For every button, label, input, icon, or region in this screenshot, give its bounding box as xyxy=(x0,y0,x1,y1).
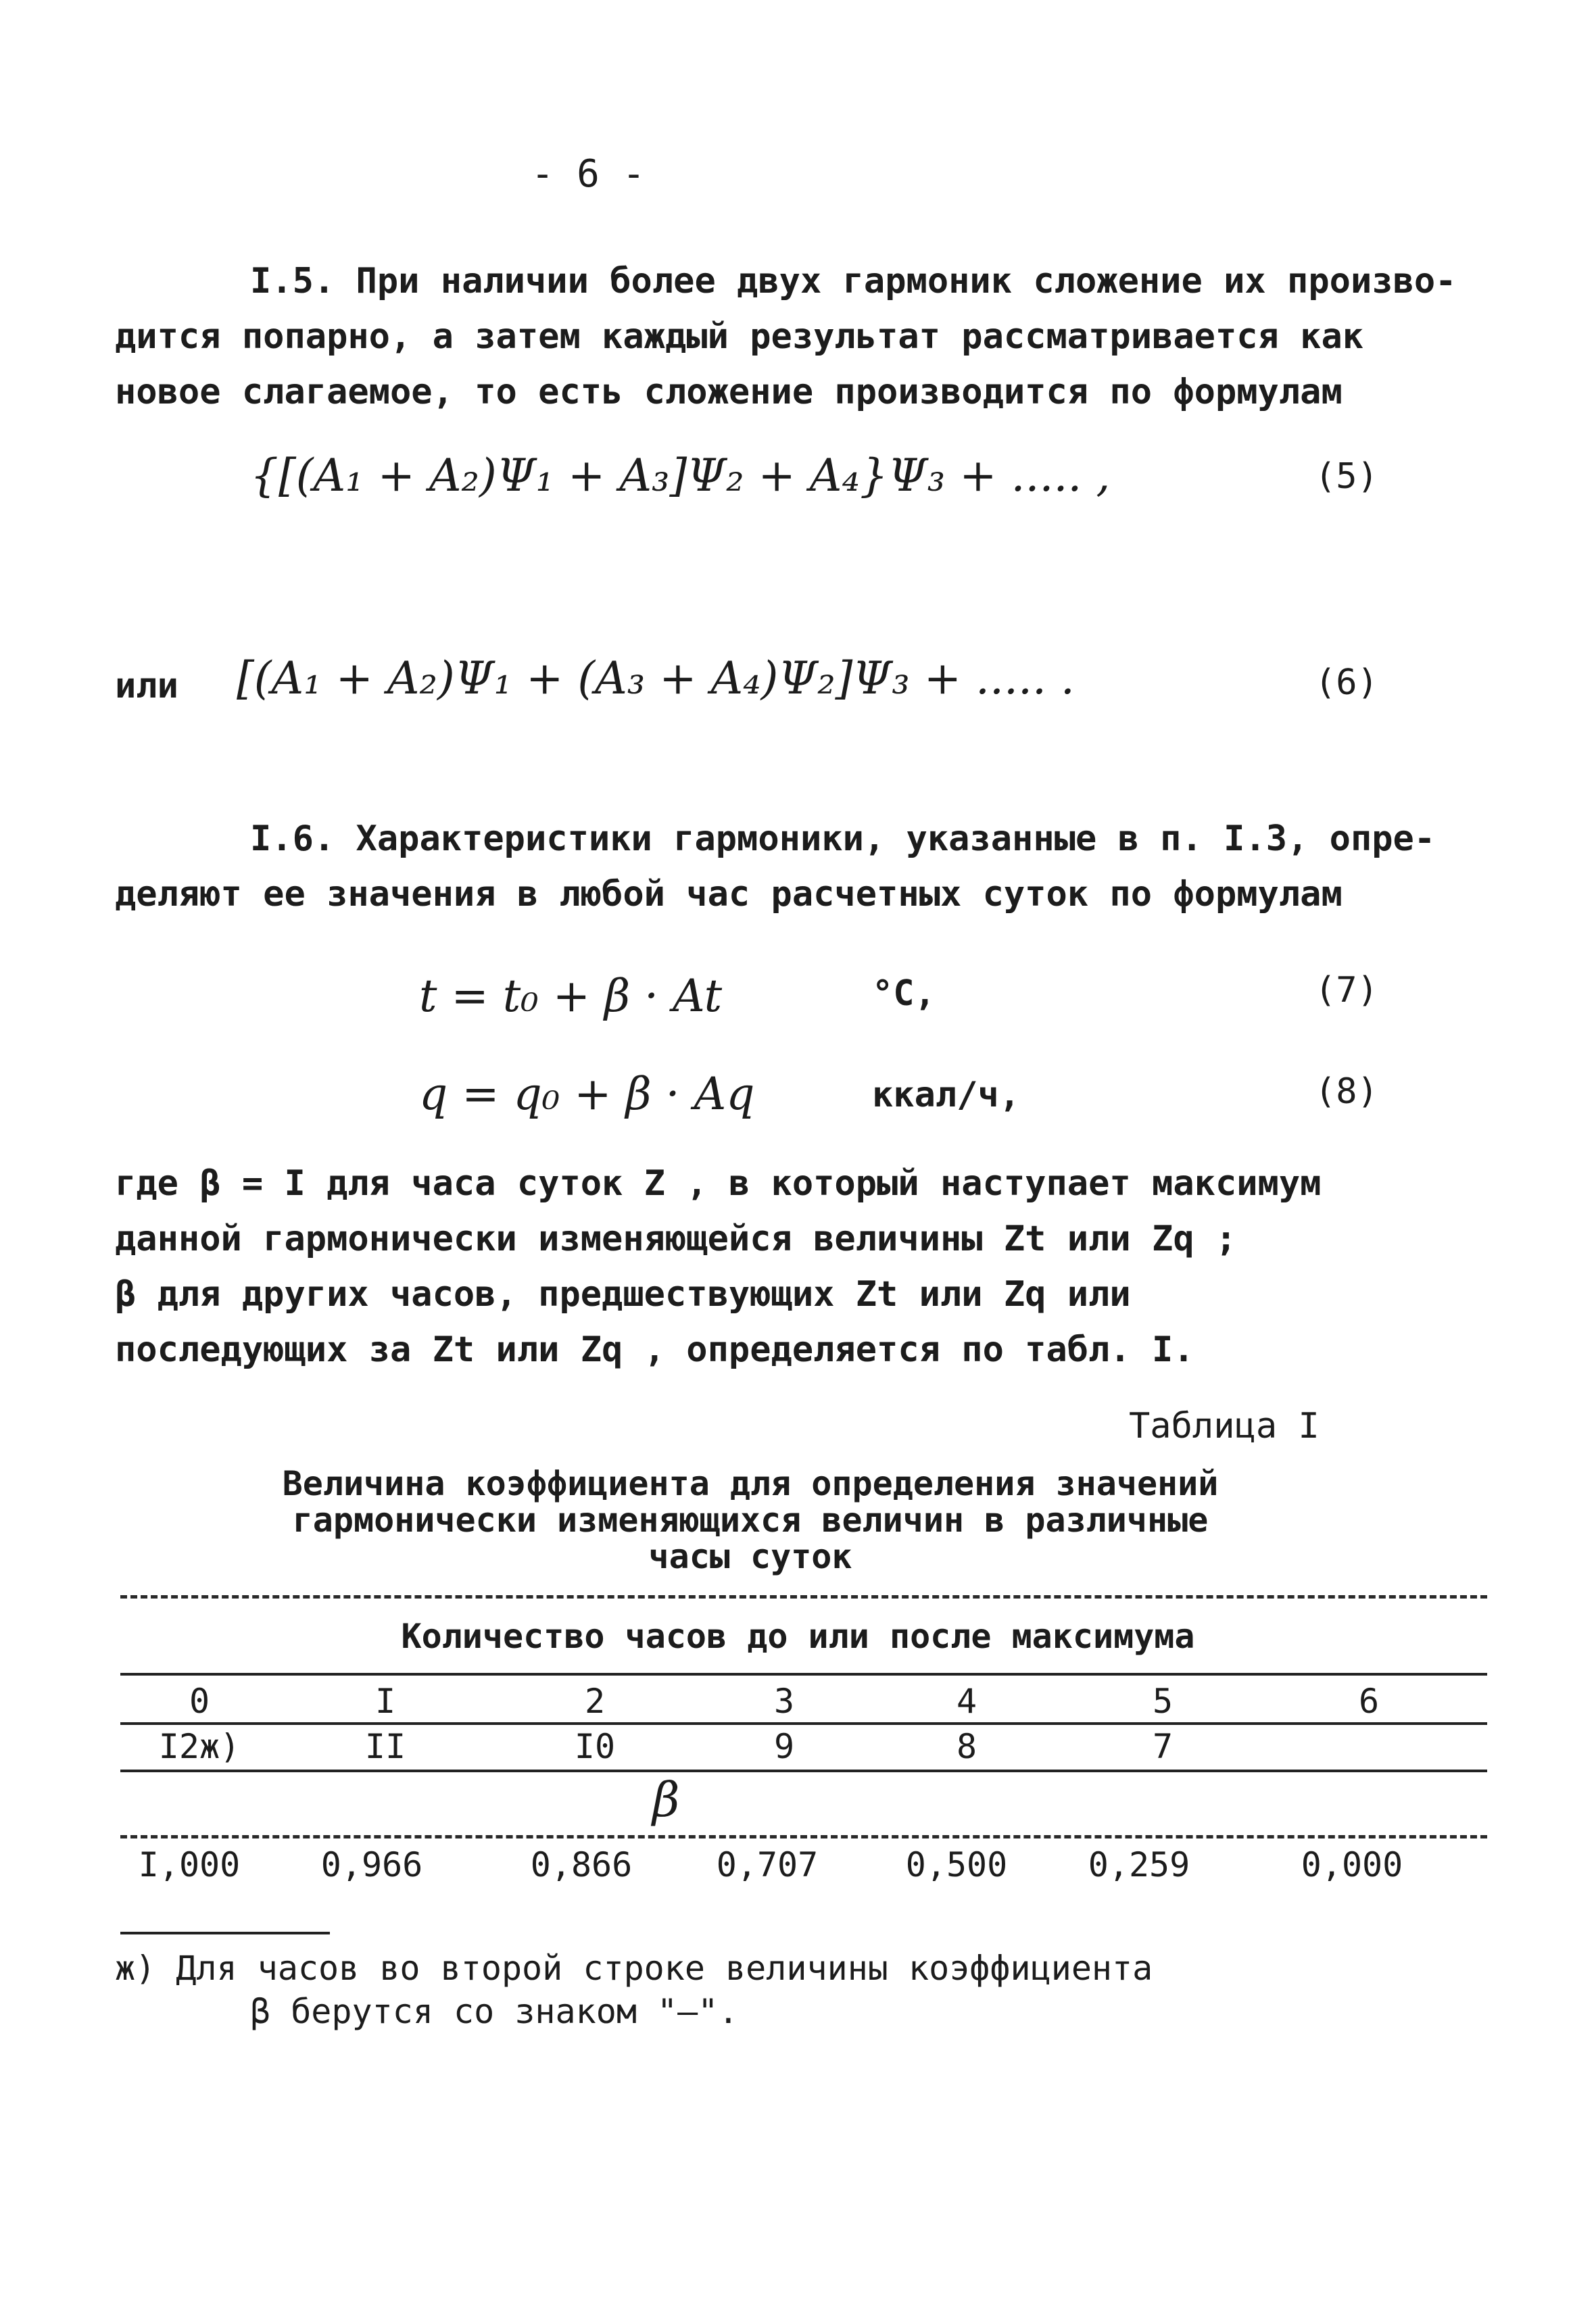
table-cell: 0,707 xyxy=(716,1845,819,1884)
footnote xyxy=(115,1947,1153,2033)
page-number: - 6 - xyxy=(531,152,646,196)
conjunction-or: или xyxy=(115,666,178,706)
caption-line: часы суток xyxy=(648,1537,852,1576)
text-line: данной гармонически изменяющейся величины Zt или Zq ; xyxy=(115,1219,1237,1259)
table-top-rule xyxy=(120,1595,1487,1599)
footnote-line: ж) Для часов во второй строке величины коэффициента xyxy=(115,1949,1153,1988)
equation-number-8: (8) xyxy=(1315,1071,1378,1112)
text-line: I.6. Характеристики гармоники, указанные в п. I.3, опре- xyxy=(250,819,1436,859)
formula-8-unit: ккал/ч, xyxy=(872,1075,1021,1115)
table-cell: 5 xyxy=(1152,1682,1174,1721)
table-cell: 9 xyxy=(773,1727,795,1766)
text-line: последующих за Zt или Zq , определяется по табл. I. xyxy=(115,1330,1194,1370)
table-cell: 0,966 xyxy=(320,1845,423,1884)
table-cell: I xyxy=(374,1682,396,1721)
formula-5: {[(A₁ + A₂)Ψ₁ + A₃]Ψ₂ + A₄}Ψ₃ + ..... , xyxy=(250,449,1111,502)
formula-7-unit: °C, xyxy=(872,973,936,1014)
formula-7: t = t₀ + β · At xyxy=(419,970,723,1022)
equation-number-6: (6) xyxy=(1315,662,1378,703)
text-line: дится попарно, а затем каждый результат рассматривается как xyxy=(115,316,1364,357)
equation-number-5: (5) xyxy=(1315,456,1378,497)
footnote-line: β берутся со знаком "–". xyxy=(250,1992,739,2031)
table-cell: 0,866 xyxy=(530,1845,633,1884)
table-rule xyxy=(120,1722,1487,1725)
caption-line: гармонически изменяющихся величин в различные xyxy=(292,1501,1209,1540)
table-rule xyxy=(120,1770,1487,1772)
table-cell: 0,000 xyxy=(1301,1845,1403,1884)
table-cell: 8 xyxy=(956,1727,977,1766)
section-1-6 xyxy=(115,811,1436,922)
section-1-5 xyxy=(115,253,1457,420)
table-cell: 2 xyxy=(584,1682,606,1721)
table-cell: 4 xyxy=(956,1682,977,1721)
table-cell: 6 xyxy=(1358,1682,1380,1721)
table-cell: 3 xyxy=(773,1682,795,1721)
footnote-rule xyxy=(120,1932,330,1934)
table-header: Количество часов до или после максимума xyxy=(401,1617,1195,1656)
definitions-block xyxy=(115,1156,1399,1378)
equation-number-7: (7) xyxy=(1315,970,1378,1010)
formula-8: q = q₀ + β · Aq xyxy=(419,1068,755,1120)
beta-label: β xyxy=(652,1772,680,1828)
text-line: I.5. При наличии более двух гармоник сложение их произво- xyxy=(250,261,1457,301)
table-cell: II xyxy=(364,1727,406,1766)
caption-line: Величина коэффициента для определения значений xyxy=(282,1464,1219,1503)
table-cell: 0,259 xyxy=(1088,1845,1190,1884)
table-rule xyxy=(120,1835,1487,1838)
table-cell: I0 xyxy=(574,1727,616,1766)
table-caption xyxy=(0,1465,1501,1575)
text-line: деляют ее значения в любой час расчетных суток по формулам xyxy=(115,874,1343,915)
table-cell: 0,500 xyxy=(905,1845,1008,1884)
table-cell: I2ж) xyxy=(158,1727,241,1766)
table-rule xyxy=(120,1673,1487,1676)
text-line: новое слагаемое, то есть сложение производится по формулам xyxy=(115,372,1343,412)
table-cell: I,000 xyxy=(138,1845,241,1884)
formula-6: [(A₁ + A₂)Ψ₁ + (A₃ + A₄)Ψ₂]Ψ₃ + ..... . xyxy=(237,652,1075,704)
table-cell: 7 xyxy=(1152,1727,1174,1766)
table-label: Таблица I xyxy=(1129,1406,1320,1446)
text-line: β для других часов, предшествующих Zt или Zq или xyxy=(115,1274,1131,1315)
text-line: где β = I для часа суток Z , в который наступает максимум xyxy=(115,1163,1322,1204)
table-cell: 0 xyxy=(189,1682,210,1721)
